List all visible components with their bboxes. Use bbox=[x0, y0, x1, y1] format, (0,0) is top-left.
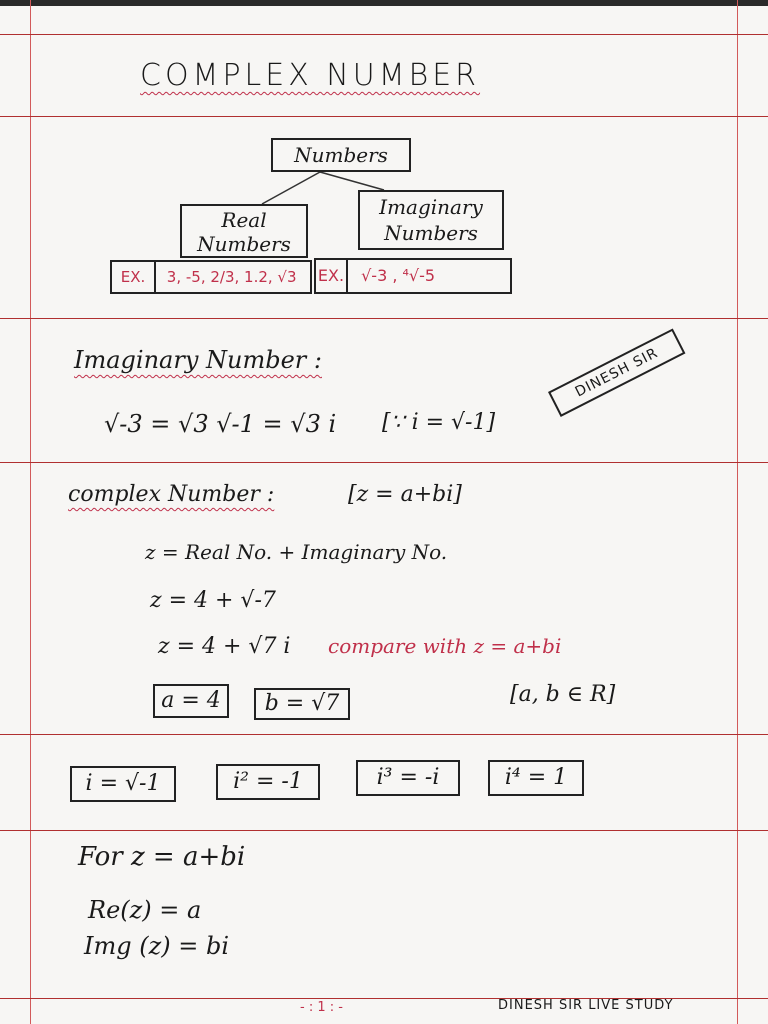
real-examples-box bbox=[110, 260, 312, 294]
real-label-line2: Numbers bbox=[197, 232, 291, 256]
page-title: COMPLEX NUMBER bbox=[140, 58, 481, 93]
imaginary-label-line2: Numbers bbox=[384, 221, 478, 245]
imaginary-examples: √-3 , ⁴√-5 bbox=[361, 266, 436, 285]
compare-note: compare with z = a+bi bbox=[328, 634, 562, 658]
a-value-box bbox=[153, 684, 229, 718]
real-ex-label: EX. bbox=[112, 262, 156, 292]
real-numbers-box bbox=[180, 204, 308, 258]
real-part: Re(z) = a bbox=[88, 896, 202, 924]
b-value: b = √7 bbox=[264, 691, 340, 716]
power-4: i⁴ = 1 bbox=[504, 765, 568, 790]
imag-ex-label: EX. bbox=[316, 260, 348, 292]
numbers-root-box bbox=[271, 138, 411, 172]
since-note: [∵ i = √-1] bbox=[382, 410, 496, 435]
page-number: - : 1 : - bbox=[300, 1000, 343, 1015]
rule-line bbox=[0, 462, 768, 463]
power-3: i³ = -i bbox=[376, 765, 440, 790]
rule-line bbox=[0, 734, 768, 735]
imaginary-part: Img (z) = bi bbox=[84, 932, 230, 960]
complex-line-1: z = Real No. + Imaginary No. bbox=[145, 540, 448, 564]
footer-brand: DINESH SIR LIVE STUDY bbox=[498, 998, 674, 1013]
power-box-1 bbox=[70, 766, 176, 802]
real-domain-note: [a, b ∈ R] bbox=[510, 682, 616, 707]
real-label-line1: Real bbox=[221, 208, 267, 232]
power-box-3 bbox=[356, 760, 460, 796]
real-examples: 3, -5, 2/3, 1.2, √3 bbox=[166, 268, 297, 286]
dinesh-sir-stamp: DINESH SIR bbox=[548, 328, 685, 417]
imaginary-numbers-box bbox=[358, 190, 504, 250]
rule-line bbox=[0, 830, 768, 831]
numbers-root-label: Numbers bbox=[294, 143, 388, 167]
complex-line-2: z = 4 + √-7 bbox=[150, 588, 276, 613]
power-2: i² = -1 bbox=[233, 769, 303, 794]
imaginary-heading: Imaginary Number : bbox=[74, 346, 322, 374]
a-value: a = 4 bbox=[161, 688, 221, 713]
power-box-4 bbox=[488, 760, 584, 796]
power-1: i = √-1 bbox=[85, 771, 161, 796]
complex-line-3: z = 4 + √7 i bbox=[158, 634, 291, 659]
b-value-box bbox=[254, 688, 350, 720]
imaginary-equation: √-3 = √3 √-1 = √3 i bbox=[104, 410, 337, 438]
complex-formula: [z = a+bi] bbox=[348, 482, 462, 507]
for-heading: For z = a+bi bbox=[78, 842, 246, 872]
imaginary-examples-box bbox=[314, 258, 512, 294]
complex-heading: complex Number : bbox=[68, 482, 275, 507]
power-box-2 bbox=[216, 764, 320, 800]
imaginary-label-line1: Imaginary bbox=[379, 195, 483, 219]
